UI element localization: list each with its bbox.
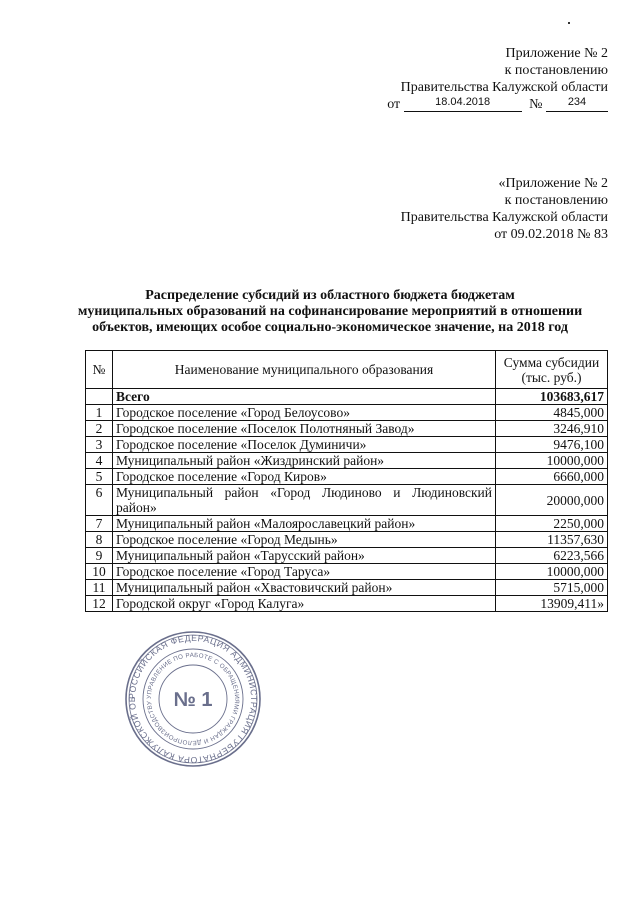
row-num: 3 bbox=[86, 437, 113, 453]
row-sum: 6223,566 bbox=[496, 548, 608, 564]
appendix-header-old bbox=[401, 175, 608, 243]
row-num: 1 bbox=[86, 405, 113, 421]
appendix-label: Приложение № 2 bbox=[505, 46, 608, 61]
row-name: Городское поселение «Город Киров» bbox=[113, 469, 496, 485]
total-label: Всего bbox=[113, 389, 496, 405]
row-num: 11 bbox=[86, 580, 113, 596]
old-appendix-date: от 09.02.2018 № 83 bbox=[494, 227, 608, 242]
number-field bbox=[546, 96, 608, 112]
old-appendix-to-resolution: к постановлению bbox=[504, 193, 608, 208]
number-value: 234 bbox=[567, 96, 587, 108]
table-row bbox=[86, 421, 608, 437]
subsidy-table bbox=[85, 350, 608, 612]
row-sum: 2250,000 bbox=[496, 516, 608, 532]
title-line-2: муниципальных образований на софинансирование мероприятий в отношении bbox=[77, 304, 583, 319]
header-sum-line2: (тыс. руб.) bbox=[521, 369, 582, 385]
row-sum: 4845,000 bbox=[496, 405, 608, 421]
table-row bbox=[86, 437, 608, 453]
official-seal bbox=[124, 630, 262, 768]
row-name: Муниципальный район «Малоярославецкий район» bbox=[113, 516, 496, 532]
row-name: Городское поселение «Город Медынь» bbox=[113, 532, 496, 548]
row-num: 12 bbox=[86, 596, 113, 612]
date-field bbox=[404, 96, 522, 112]
row-name: Городское поселение «Город Белоусово» bbox=[113, 405, 496, 421]
row-sum: 11357,630 bbox=[496, 532, 608, 548]
seal-center-number: № 1 bbox=[173, 689, 213, 711]
row-sum: 10000,000 bbox=[496, 564, 608, 580]
row-num: 6 bbox=[86, 485, 113, 516]
header-num: № bbox=[86, 351, 113, 389]
row-sum: 13909,411» bbox=[496, 596, 608, 612]
appendix-date-line bbox=[387, 96, 608, 113]
row-name: Муниципальный район «Жиздринский район» bbox=[113, 453, 496, 469]
table-row bbox=[86, 485, 608, 516]
seal-graphic bbox=[124, 630, 262, 768]
row-sum: 9476,100 bbox=[496, 437, 608, 453]
row-sum: 6660,000 bbox=[496, 469, 608, 485]
row-sum: 5715,000 bbox=[496, 580, 608, 596]
title-line-3: объектов, имеющих особое социально-экономическое значение, на 2018 год bbox=[92, 320, 568, 335]
header-sum-line1: Сумма субсидии bbox=[503, 354, 600, 370]
table-row bbox=[86, 453, 608, 469]
appendix-to-resolution: к постановлению bbox=[504, 63, 608, 78]
row-name: Городское поселение «Поселок Полотняный Завод» bbox=[113, 421, 496, 437]
number-sign: № bbox=[529, 97, 543, 112]
table-row bbox=[86, 596, 608, 612]
date-prefix: от bbox=[387, 97, 401, 112]
table-header-row bbox=[86, 351, 608, 389]
seal-outer-text: РОССИЙСКАЯ ФЕДЕРАЦИЯ АДМИНИСТРАЦИЯ ГУБЕРНАТОРА КАЛУЖСКОЙ ОБ bbox=[126, 632, 260, 766]
total-value: 103683,617 bbox=[496, 389, 608, 405]
date-value: 18.04.2018 bbox=[435, 96, 491, 108]
row-num: 9 bbox=[86, 548, 113, 564]
scan-speck bbox=[568, 22, 570, 24]
seal-inner-text: УПРАВЛЕНИЕ ПО РАБОТЕ С ОБРАЩЕНИЯМИ ГРАЖДАН И ДЕЛОПРОИЗВОДСТВУ bbox=[145, 651, 241, 747]
row-name: Городское поселение «Поселок Думиничи» bbox=[113, 437, 496, 453]
row-name: Городское поселение «Город Таруса» bbox=[113, 564, 496, 580]
document-title bbox=[70, 288, 590, 336]
header-sum bbox=[496, 351, 608, 389]
row-num: 4 bbox=[86, 453, 113, 469]
row-name: Муниципальный район «Хвастовичский район» bbox=[113, 580, 496, 596]
row-num: 7 bbox=[86, 516, 113, 532]
row-sum: 20000,000 bbox=[496, 485, 608, 516]
table-row bbox=[86, 580, 608, 596]
row-sum: 3246,910 bbox=[496, 421, 608, 437]
row-num: 10 bbox=[86, 564, 113, 580]
row-sum: 10000,000 bbox=[496, 453, 608, 469]
total-row bbox=[86, 389, 608, 405]
row-num: 2 bbox=[86, 421, 113, 437]
table-row bbox=[86, 516, 608, 532]
table-row bbox=[86, 469, 608, 485]
table-row bbox=[86, 564, 608, 580]
table-row bbox=[86, 548, 608, 564]
row-name: Муниципальный район «Тарусский район» bbox=[113, 548, 496, 564]
title-line-1: Распределение субсидий из областного бюджета бюджетам bbox=[145, 288, 515, 303]
table-row bbox=[86, 532, 608, 548]
old-appendix-label: «Приложение № 2 bbox=[498, 176, 608, 191]
row-name: Муниципальный район «Город Людиново и Людиновский район» bbox=[113, 485, 496, 516]
row-name: Городской округ «Город Калуга» bbox=[113, 596, 496, 612]
table-row bbox=[86, 405, 608, 421]
row-num: 8 bbox=[86, 532, 113, 548]
old-appendix-government: Правительства Калужской области bbox=[400, 210, 608, 225]
row-num: 5 bbox=[86, 469, 113, 485]
total-num bbox=[86, 389, 113, 405]
appendix-government: Правительства Калужской области bbox=[400, 80, 608, 95]
appendix-header-new bbox=[387, 45, 608, 113]
header-name: Наименование муниципального образования bbox=[113, 351, 496, 389]
